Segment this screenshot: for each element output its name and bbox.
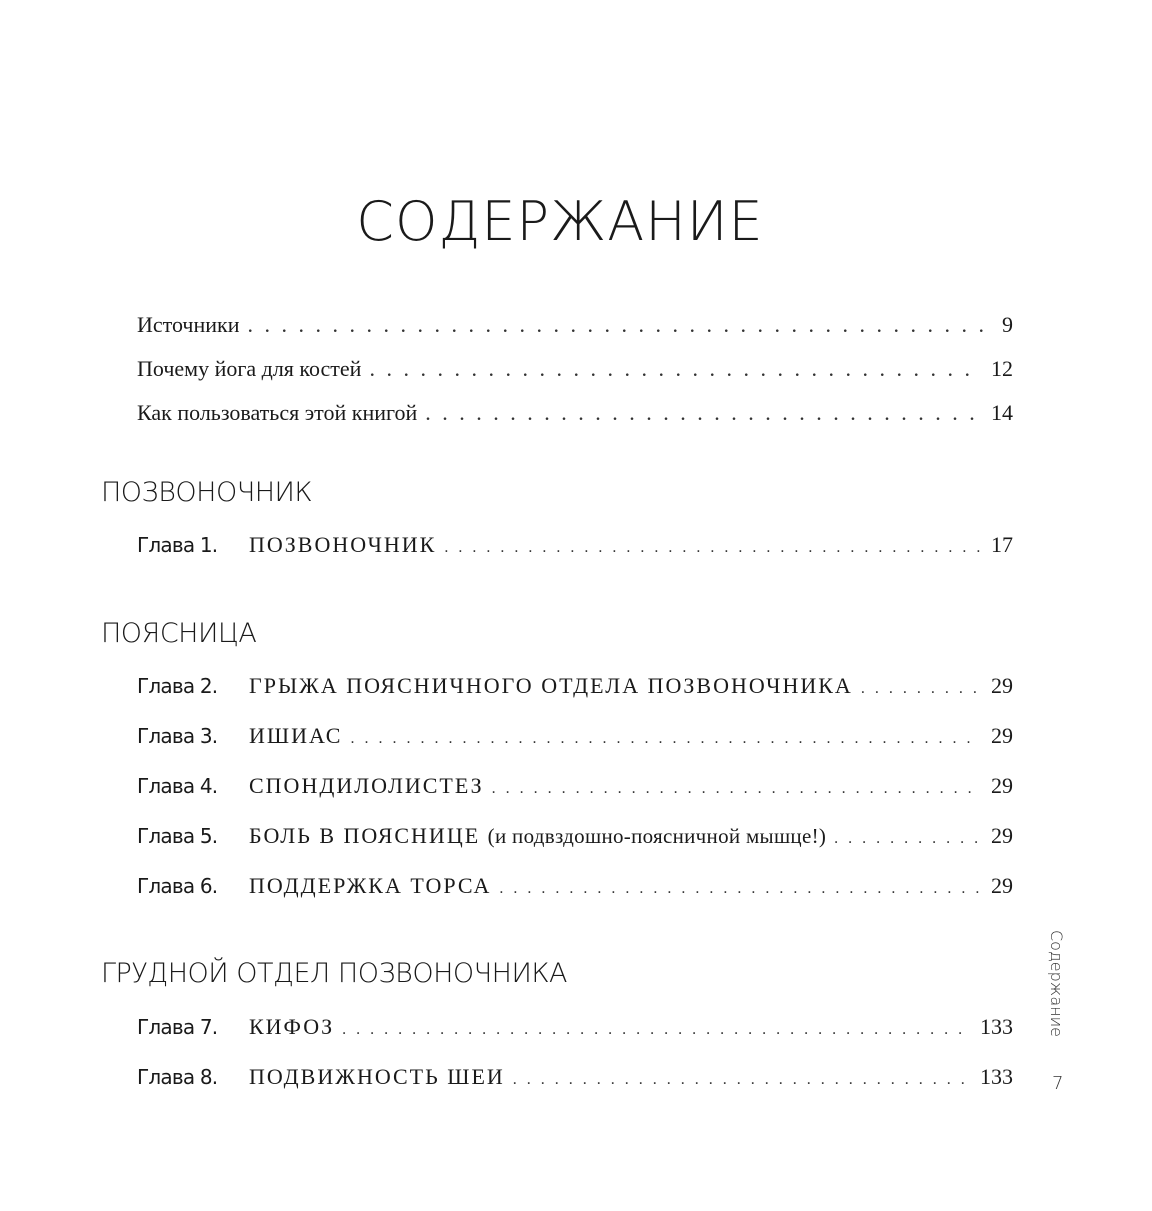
toc-entry-how-to-use[interactable] — [137, 400, 1013, 444]
chapter-number: Глава 6. — [137, 874, 218, 898]
dot-leader — [861, 680, 981, 698]
toc-page-number: 12 — [991, 356, 1013, 381]
toc-page-number: 29 — [991, 723, 1013, 748]
section-heading-thoracic: ГРУДНОЙ ОТДЕЛ ПОЗВОНОЧНИКА — [101, 958, 567, 989]
toc-page-number: 29 — [991, 873, 1013, 898]
toc-chapter-8[interactable] — [137, 1064, 1013, 1114]
toc-chapter-5[interactable] — [137, 823, 1013, 873]
chapter-title: СПОНДИЛОЛИСТЕЗ — [249, 773, 484, 798]
chapter-title: ПОДДЕРЖКА ТОРСА — [249, 873, 492, 898]
chapter-list-thoracic — [137, 1014, 1013, 1114]
toc-chapter-2[interactable] — [137, 673, 1013, 723]
toc-entry-why-yoga[interactable] — [137, 356, 1013, 400]
chapter-number: Глава 3. — [137, 724, 218, 748]
chapter-title: ПОДВИЖНОСТЬ ШЕИ — [249, 1064, 505, 1089]
chapter-list-spine — [137, 532, 1013, 582]
chapter-title — [249, 823, 826, 849]
section-heading-spine: ПОЗВОНОЧНИК — [101, 477, 313, 508]
chapter-list-lower-back — [137, 673, 1013, 923]
toc-page-number: 133 — [980, 1014, 1013, 1039]
toc-page-number: 29 — [991, 823, 1013, 848]
chapter-title: ПОЗВОНОЧНИК — [249, 532, 437, 557]
dot-leader — [499, 880, 981, 898]
toc-page-number: 29 — [991, 773, 1013, 798]
dot-leader — [492, 780, 981, 798]
dot-leader — [342, 1021, 970, 1039]
toc-chapter-1[interactable] — [137, 532, 1013, 582]
chapter-number: Глава 4. — [137, 774, 218, 798]
toc-entry-sources[interactable] — [137, 312, 1013, 356]
dot-leader — [425, 400, 981, 426]
intro-list — [137, 312, 1013, 444]
toc-chapter-7[interactable] — [137, 1014, 1013, 1064]
chapter-title: КИФОЗ — [249, 1014, 335, 1039]
toc-page-number: 14 — [991, 400, 1013, 425]
dot-leader — [247, 312, 992, 338]
toc-chapter-4[interactable] — [137, 773, 1013, 823]
toc-chapter-3[interactable] — [137, 723, 1013, 773]
dot-leader — [350, 730, 981, 748]
chapter-number: Глава 7. — [137, 1015, 218, 1039]
toc-page-number: 9 — [1002, 312, 1013, 337]
toc-entry-label: Источники — [137, 312, 240, 337]
chapter-number: Глава 1. — [137, 533, 218, 557]
dot-leader — [444, 539, 981, 557]
page-number: 7 — [1052, 1073, 1064, 1094]
chapter-number: Глава 8. — [137, 1065, 218, 1089]
toc-chapter-6[interactable] — [137, 873, 1013, 923]
toc-page-number: 29 — [991, 673, 1013, 698]
chapter-number: Глава 5. — [137, 824, 218, 848]
chapter-title: ГРЫЖА ПОЯСНИЧНОГО ОТДЕЛА ПОЗВОНОЧНИКА — [249, 673, 853, 698]
chapter-title-main: БОЛЬ В ПОЯСНИЦЕ — [249, 823, 481, 848]
chapter-subtitle: (и подвздошно-поясничной мышце!) — [487, 824, 827, 848]
page-title: СОДЕРЖАНИЕ — [356, 190, 764, 253]
toc-entry-label: Как пользоваться этой книгой — [137, 400, 418, 425]
section-heading-lower-back: ПОЯСНИЦА — [101, 618, 257, 649]
toc-page-number: 133 — [980, 1064, 1013, 1089]
dot-leader — [513, 1071, 970, 1089]
toc-page-number: 17 — [991, 532, 1013, 557]
toc-entry-label: Почему йога для костей — [137, 356, 362, 381]
dot-leader — [369, 356, 981, 382]
chapter-title: ИШИАС — [249, 723, 343, 748]
chapter-number: Глава 2. — [137, 674, 218, 698]
dot-leader — [834, 830, 981, 848]
running-head-vertical: Содержание — [1047, 930, 1066, 1037]
